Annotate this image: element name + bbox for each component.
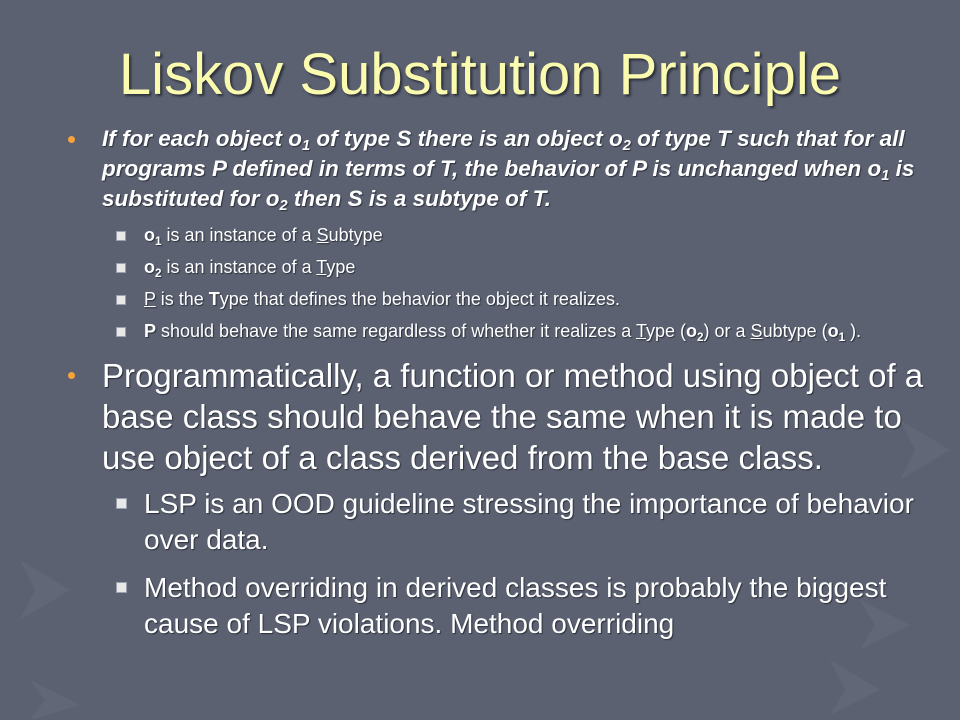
bullet-lsp-definition bbox=[66, 124, 926, 214]
list-item: $o_1$ is an instance of a Subtype bbox=[116, 224, 926, 247]
list-item: Method overriding in derived classes is probably the biggest cause of LSP violations. Method overriding bbox=[116, 570, 926, 642]
bullet-programmatic-subitems bbox=[116, 486, 926, 642]
bullet-lsp-definition-text: If for each object $o_1$ of type S there is an object $o_2$ of type T such that for all programs P defined in terms of T, the behavior of P is unchanged when $o_1$ is substituted for $o_2$ then S is a subtype of T. bbox=[102, 126, 915, 214]
slide-content bbox=[66, 124, 926, 654]
square-bullet-icon bbox=[116, 498, 127, 509]
bullet-programmatic bbox=[66, 355, 926, 478]
list-item: LSP is an OOD guideline stressing the importance of behavior over data. bbox=[116, 486, 926, 558]
square-bullet-icon bbox=[116, 231, 126, 241]
list-item: $o_2$ is an instance of a Type bbox=[116, 256, 926, 279]
bullet-programmatic-text: Programmatically, a function or method using object of a base class should behave the same when it is made to use object of a class derived from the base class. bbox=[102, 357, 924, 476]
bullet-dot-icon bbox=[68, 372, 75, 379]
square-bullet-icon bbox=[116, 582, 127, 593]
list-item: P is the Type that defines the behavior the object it realizes. bbox=[116, 288, 926, 311]
bullet-lsp-definition-subitems bbox=[116, 224, 926, 343]
slide-title: Liskov Substitution Principle bbox=[118, 42, 842, 107]
list-item: P should behave the same regardless of whether it realizes a Type $(o_2)$ or a Subtype ($o_1$ ). bbox=[116, 320, 926, 343]
bullet-dot-icon bbox=[68, 136, 75, 143]
square-bullet-icon bbox=[116, 263, 126, 273]
square-bullet-icon bbox=[116, 327, 126, 337]
square-bullet-icon bbox=[116, 295, 126, 305]
